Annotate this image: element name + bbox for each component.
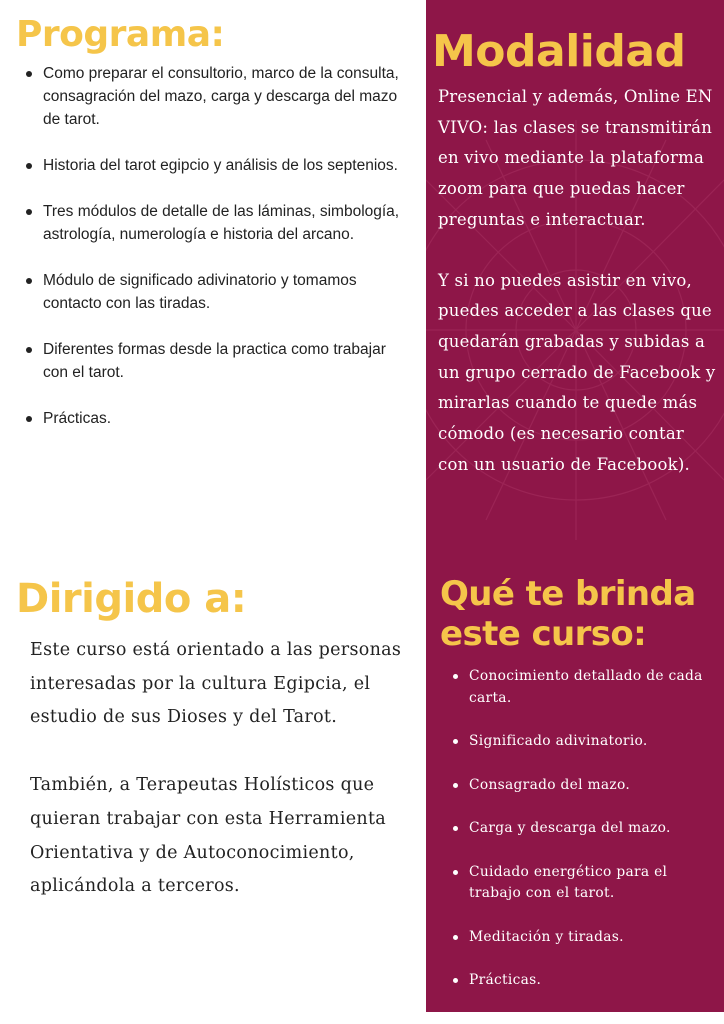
list-item: Conocimiento detallado de cada carta. (452, 666, 714, 709)
brinda-heading: Qué te brinda este curso: (440, 574, 696, 654)
programa-list (24, 62, 414, 453)
list-item: Como preparar el consultorio, marco de la consulta, consagración del mazo, carga y descarga del mazo de tarot. (24, 62, 414, 131)
list-item: Módulo de significado adivinatorio y tomamos contacto con las tiradas. (24, 269, 414, 315)
dirigido-paragraph: Este curso está orientado a las personas interesadas por la cultura Egipcia, el estudio de sus Dioses y del Tarot. (30, 640, 402, 728)
list-item: Meditación y tiradas. (452, 927, 714, 949)
list-item: Consagrado del mazo. (452, 775, 714, 797)
brinda-list (452, 666, 714, 1014)
programa-heading: Programa: (16, 14, 225, 55)
dirigido-text (30, 634, 410, 938)
dirigido-heading: Dirigido a: (16, 576, 247, 622)
dirigido-paragraph: También, a Terapeutas Holísticos que quieran trabajar con esta Herramienta Orientativa y de Autoconocimiento, aplicándola a terceros. (30, 775, 387, 897)
modalidad-paragraph: Y si no puedes asistir en vivo, puedes acceder a las clases que quedarán grabadas y subidas a un grupo cerrado de Facebook y mirarlas cuando te quede más cómodo (es necesario contar con un usuario de Facebook). (438, 270, 716, 474)
modalidad-heading: Modalidad (432, 26, 686, 77)
list-item: Prácticas. (24, 407, 414, 430)
modalidad-paragraph: Presencial y además, Online EN VIVO: las clases se transmitirán en vivo mediante la plataforma zoom para que puedas hacer preguntas e interactuar. (438, 87, 713, 229)
list-item: Historia del tarot egipcio y análisis de los septenios. (24, 154, 414, 177)
list-item: Diferentes formas desde la practica como trabajar con el tarot. (24, 338, 414, 384)
modalidad-text (438, 82, 718, 510)
list-item: Significado adivinatorio. (452, 731, 714, 753)
list-item: Carga y descarga del mazo. (452, 818, 714, 840)
list-item: Prácticas. (452, 970, 714, 992)
list-item: Cuidado energético para el trabajo con el tarot. (452, 862, 714, 905)
list-item: Tres módulos de detalle de las láminas, simbología, astrología, numerología e historia del arcano. (24, 200, 414, 246)
